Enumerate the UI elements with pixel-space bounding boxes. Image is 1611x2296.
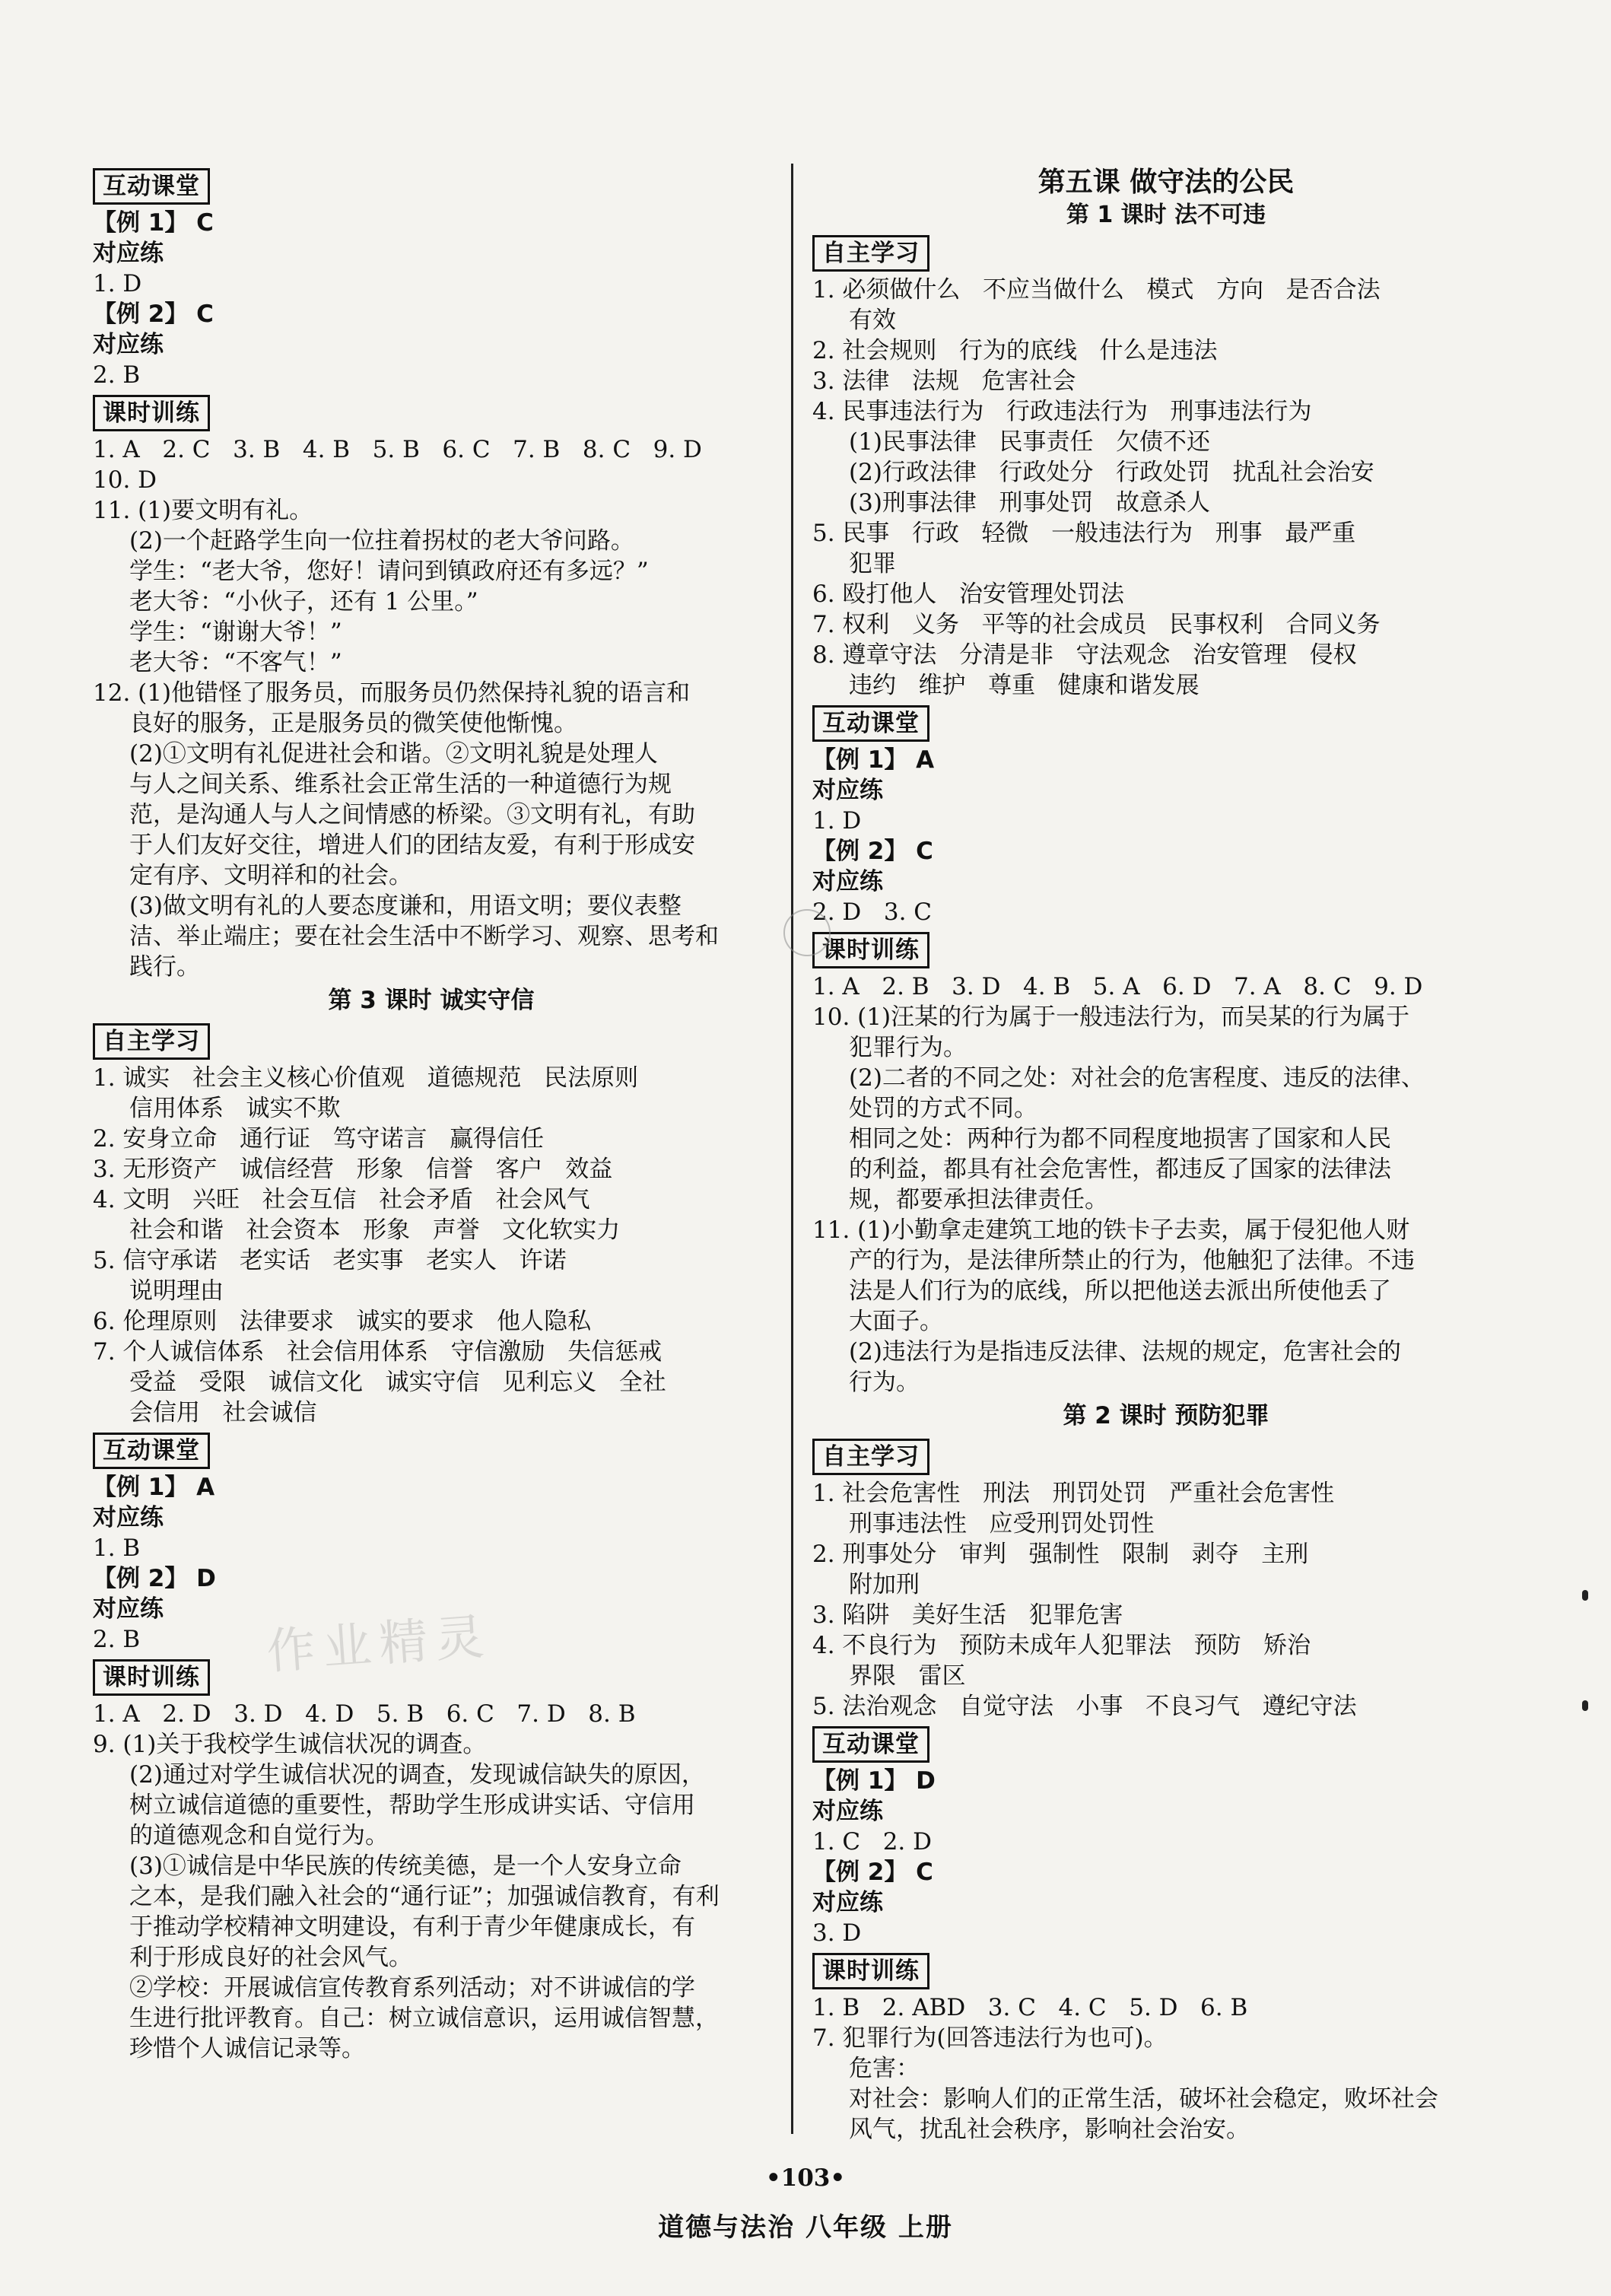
section-header-self-study: 自主学习	[812, 235, 929, 272]
answer-line: 对应练	[812, 868, 883, 895]
answer-line: 1. 必须做什么 不应当做什么 模式 方向 是否合法	[812, 276, 1381, 304]
answer-line: 法是人们行为的底线，所以把他送去派出所使他丢了	[849, 1277, 1391, 1305]
answer-line: 珍惜个人诚信记录等。	[129, 2035, 365, 2062]
answer-line: 利于形成良好的社会风气。	[129, 1944, 412, 1971]
answer-block	[812, 972, 1520, 1398]
answer-block	[93, 208, 770, 390]
answer-line: 9. (1)关于我校学生诚信状况的调查。	[93, 1731, 487, 1758]
answer-line: 的道德观念和自觉行为。	[129, 1822, 389, 1849]
watermark-text: 作业精灵	[265, 1608, 494, 1681]
answer-line: 2. B	[93, 361, 141, 389]
answer-line: 3. 无形资产 诚信经营 形象 信誉 客户 效益	[93, 1156, 613, 1183]
answer-line: 11. (1)要文明有礼。	[93, 497, 313, 524]
answer-line: 于人们友好交往，增进人们的团结友爱，有利于形成安	[129, 832, 695, 859]
scan-mark-icon	[1582, 1700, 1588, 1711]
answer-line: 范，是沟通人与人之间情感的桥梁。③文明有礼，有助	[129, 801, 695, 828]
answer-line: 危害：	[849, 2055, 920, 2082]
answer-line: 定有序、文明祥和的社会。	[129, 862, 412, 889]
answer-line: 的利益，都具有社会危害性，都违反了国家的法律法	[849, 1156, 1391, 1183]
answer-line: 【例 1】 D	[812, 1767, 936, 1795]
answer-line: 10. (1)汪某的行为属于一般违法行为，而吴某的行为属于	[812, 1003, 1410, 1031]
answer-line: 附加刑	[849, 1571, 920, 1598]
answer-line: 对应练	[93, 1595, 164, 1623]
column-divider	[791, 164, 793, 2134]
answer-line: 犯罪行为。	[849, 1034, 967, 1061]
section-header-lesson-training: 课时训练	[812, 1953, 929, 1989]
answer-line: 犯罪	[849, 550, 896, 577]
answer-line: 5. 民事 行政 轻微 一般违法行为 刑事 最严重	[812, 520, 1356, 547]
answer-line: (2)①文明有礼促进社会和谐。②文明礼貌是处理人	[129, 740, 658, 768]
answer-line: 界限 雷区	[849, 1662, 966, 1690]
answer-line: 有效	[849, 307, 896, 334]
answer-block	[812, 275, 1520, 701]
answer-line: 4. 不良行为 预防未成年人犯罪法 预防 矫治	[812, 1632, 1311, 1659]
answer-line: 3. 陷阱 美好生活 犯罪危害	[812, 1601, 1123, 1629]
answer-line: 规，都要承担法律责任。	[849, 1186, 1108, 1213]
answer-line: 4. 民事违法行为 行政违法行为 刑事违法行为	[812, 398, 1312, 425]
answer-line: 良好的服务，正是服务员的微笑使他惭愧。	[129, 710, 577, 737]
answer-line: 对应练	[812, 1889, 883, 1916]
answer-line: 2. D 3. C	[812, 898, 932, 926]
answer-line: 学生：“老大爷，您好！请问到镇政府还有多远？”	[129, 558, 649, 585]
answer-line: 【例 2】 D	[93, 1565, 216, 1592]
stamp-seal-icon	[783, 909, 831, 956]
answer-line: 之本，是我们融入社会的“通行证”；加强诚信教育，有利	[129, 1883, 720, 1910]
answer-line: (2)二者的不同之处：对社会的危害程度、违反的法律、	[849, 1064, 1425, 1092]
answer-line: 学生：“谢谢大爷！”	[129, 619, 342, 646]
answer-line: 6. 殴打他人 治安管理处罚法	[812, 580, 1124, 608]
answer-line: 8. 遵章守法 分清是非 守法观念 治安管理 侵权	[812, 641, 1357, 669]
answer-line: 【例 2】 C	[93, 301, 214, 328]
answer-line: (3)①诚信是中华民族的传统美德，是一个人安身立命	[129, 1852, 682, 1880]
answer-line: 处罚的方式不同。	[849, 1095, 1037, 1122]
answer-line: 7. 犯罪行为(回答违法行为也可)。	[812, 2024, 1168, 2052]
answer-line: 1. A 2. C 3. B 4. B 5. B 6. C 7. B 8. C 9. D	[93, 436, 702, 463]
answer-line: 行为。	[849, 1369, 920, 1396]
answer-line: 3. D	[812, 1919, 862, 1947]
answer-line: 5. 法治观念 自觉守法 小事 不良习气 遵纪守法	[812, 1693, 1357, 1720]
section-header-interactive-class: 互动课堂	[812, 1726, 929, 1763]
answer-line: (2)行政法律 行政处分 行政处罚 扰乱社会治安	[849, 459, 1374, 486]
answer-line: 对社会：影响人们的正常生活，破坏社会稳定，败坏社会	[849, 2085, 1438, 2113]
answer-block	[93, 1063, 770, 1428]
answer-line: 1. A 2. B 3. D 4. B 5. A 6. D 7. A 8. C 9. D	[812, 973, 1423, 1000]
answer-block	[93, 434, 770, 982]
answer-line: 5. 信守承诺 老实话 老实事 老实人 许诺	[93, 1247, 567, 1274]
lesson-title: 第 3 课时 诚实守信	[328, 987, 535, 1014]
answer-block	[812, 1766, 1520, 1948]
answer-line: 说明理由	[129, 1277, 224, 1305]
answer-line: 11. (1)小勤拿走建筑工地的铁卡子去卖，属于侵犯他人财	[812, 1216, 1410, 1244]
answer-line: 【例 1】 C	[93, 209, 214, 237]
lesson-title: 第五课 做守法的公民	[1037, 167, 1295, 198]
answer-line: 受益 受限 诚信文化 诚实守信 见利忘义 全社	[129, 1369, 666, 1396]
answer-line: 树立诚信道德的重要性，帮助学生形成讲实话、守信用	[129, 1792, 695, 1819]
answer-block	[812, 1992, 1520, 2145]
answer-line: 社会和谐 社会资本 形象 声誉 文化软实力	[129, 1216, 621, 1244]
answer-line: 1. C 2. D	[812, 1828, 932, 1856]
answer-line: 相同之处：两种行为都不同程度地损害了国家和人民	[849, 1125, 1391, 1153]
answer-line: (2)违法行为是指违反法律、法规的规定，危害社会的	[849, 1338, 1401, 1366]
lesson-title: 第 2 课时 预防犯罪	[1063, 1402, 1269, 1429]
answer-line: (3)做文明有礼的人要态度谦和，用语文明；要仪表整	[129, 892, 682, 920]
answer-line: 风气，扰乱社会秩序，影响社会治安。	[849, 2116, 1250, 2143]
answer-line: 对应练	[93, 240, 164, 267]
answer-line: 【例 1】 A	[93, 1474, 215, 1501]
answer-line: 【例 1】 A	[812, 746, 935, 774]
answer-line: 与人之间关系、维系社会正常生活的一种道德行为规	[129, 771, 672, 798]
page-number: •103•	[765, 2164, 846, 2192]
answer-line: 7. 权利 义务 平等的社会成员 民事权利 合同义务	[812, 611, 1381, 638]
answer-line: 2. B	[93, 1626, 141, 1653]
answer-line: 12. (1)他错怪了服务员，而服务员仍然保持礼貌的语言和	[93, 679, 691, 707]
answer-line: 信用体系 诚实不欺	[129, 1095, 341, 1122]
answer-line: 大面子。	[849, 1308, 943, 1335]
answer-line: 于推动学校精神文明建设，有利于青少年健康成长，有	[129, 1913, 695, 1941]
right-column	[812, 164, 1520, 2145]
answer-line: 1. D	[93, 270, 142, 297]
scan-mark-icon	[1582, 1590, 1588, 1601]
answer-line: 7. 个人诚信体系 社会信用体系 守信激励 失信惩戒	[93, 1338, 663, 1366]
answer-line: 1. B	[93, 1534, 141, 1562]
answer-line: 老大爷：“不客气！”	[129, 649, 342, 676]
answer-line: 对应练	[93, 1504, 164, 1531]
left-column	[93, 164, 770, 2064]
answer-line: 2. 社会规则 行为的底线 什么是违法	[812, 337, 1218, 364]
book-title: 道德与法治 八年级 上册	[658, 2212, 953, 2243]
section-header-self-study: 自主学习	[812, 1439, 929, 1475]
answer-line: 3. 法律 法规 危害社会	[812, 367, 1076, 395]
answer-line: ②学校：开展诚信宣传教育系列活动；对不讲诚信的学	[129, 1974, 695, 2002]
answer-line: 践行。	[129, 953, 200, 981]
section-header-interactive-class: 互动课堂	[93, 1433, 210, 1469]
answer-line: 刑事违法性 应受刑罚处罚性	[849, 1510, 1155, 1538]
answer-line: 6. 伦理原则 法律要求 诚实的要求 他人隐私	[93, 1308, 592, 1335]
answer-line: 对应练	[93, 331, 164, 358]
answer-line: 会信用 社会诚信	[129, 1399, 317, 1426]
answer-line: 违约 维护 尊重 健康和谐发展	[849, 672, 1200, 699]
answer-block	[812, 745, 1520, 927]
answer-block	[93, 1699, 770, 2064]
answer-line: 产的行为，是法律所禁止的行为，他触犯了法律。不违	[849, 1247, 1415, 1274]
answer-line: 10. D	[93, 466, 157, 494]
answer-line: 1. 诚实 社会主义核心价值观 道德规范 民法原则	[93, 1064, 639, 1092]
answer-line: 生进行批评教育。自己：树立诚信意识，运用诚信智慧，	[129, 2005, 719, 2032]
section-header-interactive-class: 互动课堂	[812, 705, 929, 742]
answer-line: 2. 刑事处分 审判 强制性 限制 剥夺 主刑	[812, 1541, 1309, 1568]
answer-line: 1. B 2. ABD 3. C 4. C 5. D 6. B	[812, 1994, 1248, 2021]
answer-line: 【例 2】 C	[812, 838, 933, 865]
section-header-lesson-training: 课时训练	[812, 932, 929, 968]
section-header-interactive-class: 互动课堂	[93, 168, 210, 205]
answer-line: 【例 2】 C	[812, 1859, 933, 1886]
answer-line: 1. A 2. D 3. D 4. D 5. B 6. C 7. D 8. B	[93, 1700, 636, 1728]
answer-line: 2. 安身立命 通行证 笃守诺言 赢得信任	[93, 1125, 545, 1153]
section-header-lesson-training: 课时训练	[93, 395, 210, 431]
section-header-lesson-training: 课时训练	[93, 1659, 210, 1696]
answer-line: (1)民事法律 民事责任 欠债不还	[849, 428, 1211, 456]
answer-line: 对应练	[812, 777, 883, 804]
answer-line: 1. 社会危害性 刑法 刑罚处罚 严重社会危害性	[812, 1480, 1335, 1507]
answer-line: 1. D	[812, 807, 862, 835]
answer-line: (2)通过对学生诚信状况的调查，发现诚信缺失的原因，	[129, 1761, 705, 1789]
answer-line: 4. 文明 兴旺 社会互信 社会矛盾 社会风气	[93, 1186, 590, 1213]
lesson-subtitle: 第 1 课时 法不可违	[1066, 202, 1266, 228]
answer-line: (2)一个赶路学生向一位拄着拐杖的老大爷问路。	[129, 527, 634, 555]
answer-line: (3)刑事法律 刑事处罚 故意杀人	[849, 489, 1211, 517]
section-header-self-study: 自主学习	[93, 1023, 210, 1060]
answer-line: 老大爷：“小伙子，还有 1 公里。”	[129, 588, 478, 615]
answer-line: 洁、举止端庄；要在社会生活中不断学习、观察、思考和	[129, 923, 719, 950]
answer-line: 对应练	[812, 1798, 883, 1825]
answer-block	[812, 1478, 1520, 1722]
